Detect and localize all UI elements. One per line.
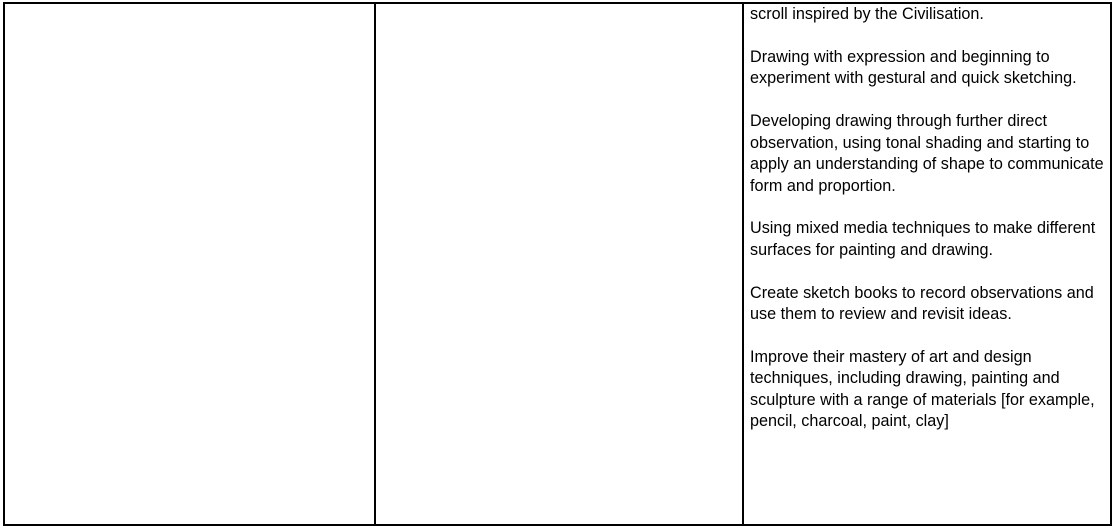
paragraph-direct-observation: Developing drawing through further direct observation, using tonal shading and starting to apply an understanding of shape to communicate form and proportion. — [750, 112, 1104, 195]
table-cell-column-3 — [742, 4, 1110, 524]
table-cell-column-1 — [5, 4, 372, 524]
paragraph-scroll-civilisation: scroll inspired by the Civilisation. — [750, 5, 984, 23]
curriculum-table — [3, 2, 1112, 526]
paragraph-mixed-media: Using mixed media techniques to make different surfaces for painting and drawing. — [750, 219, 1096, 259]
paragraph-sketch-books: Create sketch books to record observations and use them to review and revisit ideas. — [750, 283, 1094, 324]
paragraph-drawing-expression: Drawing with expression and beginning to experiment with gestural and quick sketching. — [750, 47, 1077, 88]
cell-text-block — [750, 4, 1110, 433]
table-cell-column-2 — [374, 4, 742, 524]
paragraph-mastery-techniques: Improve their mastery of art and design techniques, including drawing, painting and sculpture with a range of materials [for example, pencil, charcoal, paint, clay] — [750, 347, 1095, 431]
